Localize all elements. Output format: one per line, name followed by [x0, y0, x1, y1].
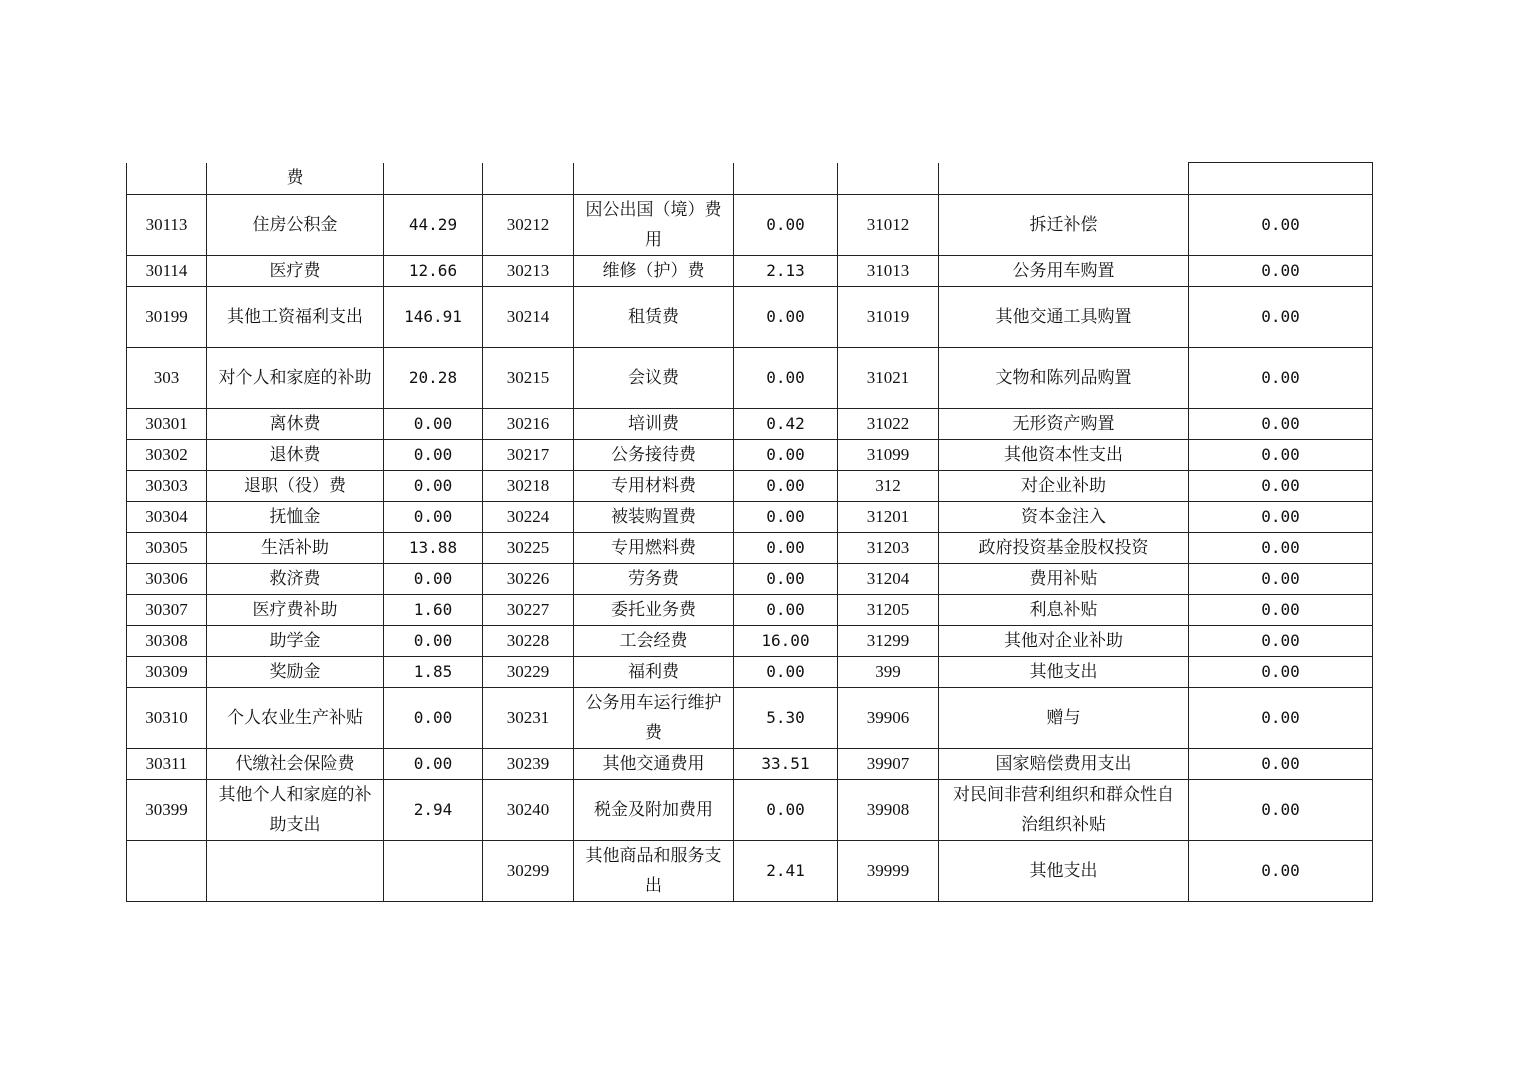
item-name-3: 其他支出 — [939, 657, 1189, 688]
amount-2: 5.30 — [734, 688, 838, 749]
item-name-3: 文物和陈列品购置 — [939, 348, 1189, 409]
table-cell — [1189, 163, 1373, 195]
item-name-3: 赠与 — [939, 688, 1189, 749]
amount-1: 44.29 — [384, 195, 483, 256]
table-row — [127, 440, 1373, 471]
amount-1: 146.91 — [384, 287, 483, 348]
amount-1 — [384, 841, 483, 902]
item-name-1: 个人农业生产补贴 — [207, 688, 384, 749]
econ-code-3: 31013 — [838, 256, 939, 287]
econ-code-2: 30229 — [483, 657, 574, 688]
amount-3: 0.00 — [1189, 841, 1373, 902]
econ-code-1: 30114 — [127, 256, 207, 287]
table-row-continuation — [127, 163, 1373, 195]
item-name-2: 培训费 — [574, 409, 734, 440]
econ-code-2: 30218 — [483, 471, 574, 502]
table-row — [127, 256, 1373, 287]
amount-2: 0.00 — [734, 348, 838, 409]
item-name-3: 其他对企业补助 — [939, 626, 1189, 657]
econ-code-3: 31201 — [838, 502, 939, 533]
amount-2: 0.00 — [734, 595, 838, 626]
item-name-1: 医疗费补助 — [207, 595, 384, 626]
item-name-2: 委托业务费 — [574, 595, 734, 626]
table-cell — [384, 163, 483, 195]
econ-code-3: 31012 — [838, 195, 939, 256]
item-name-3: 其他支出 — [939, 841, 1189, 902]
table-row — [127, 409, 1373, 440]
amount-1: 0.00 — [384, 564, 483, 595]
econ-code-2: 30214 — [483, 287, 574, 348]
econ-code-3: 31019 — [838, 287, 939, 348]
econ-code-2: 30239 — [483, 749, 574, 780]
amount-1: 1.60 — [384, 595, 483, 626]
item-name-2: 福利费 — [574, 657, 734, 688]
amount-3: 0.00 — [1189, 348, 1373, 409]
econ-code-3: 399 — [838, 657, 939, 688]
amount-1: 0.00 — [384, 471, 483, 502]
item-name-3: 对企业补助 — [939, 471, 1189, 502]
amount-2: 0.00 — [734, 471, 838, 502]
econ-code-1: 30307 — [127, 595, 207, 626]
amount-3: 0.00 — [1189, 409, 1373, 440]
item-name-1: 救济费 — [207, 564, 384, 595]
table-row — [127, 780, 1373, 841]
amount-3: 0.00 — [1189, 256, 1373, 287]
amount-3: 0.00 — [1189, 688, 1373, 749]
item-name-2: 维修（护）费 — [574, 256, 734, 287]
item-name-1: 助学金 — [207, 626, 384, 657]
table-row — [127, 287, 1373, 348]
econ-code-3: 39908 — [838, 780, 939, 841]
item-name-1: 抚恤金 — [207, 502, 384, 533]
amount-1: 0.00 — [384, 409, 483, 440]
item-name-2: 其他商品和服务支出 — [574, 841, 734, 902]
item-name-3: 资本金注入 — [939, 502, 1189, 533]
amount-3: 0.00 — [1189, 502, 1373, 533]
table-row — [127, 471, 1373, 502]
amount-1: 20.28 — [384, 348, 483, 409]
econ-code-3: 31204 — [838, 564, 939, 595]
table-row — [127, 348, 1373, 409]
table-row — [127, 564, 1373, 595]
amount-3: 0.00 — [1189, 780, 1373, 841]
table-cell — [574, 163, 734, 195]
amount-3: 0.00 — [1189, 440, 1373, 471]
econ-code-2: 30215 — [483, 348, 574, 409]
table-cell — [939, 163, 1189, 195]
amount-2: 33.51 — [734, 749, 838, 780]
table-row — [127, 502, 1373, 533]
amount-3: 0.00 — [1189, 749, 1373, 780]
econ-code-3: 312 — [838, 471, 939, 502]
table-row — [127, 749, 1373, 780]
amount-1: 0.00 — [384, 688, 483, 749]
econ-code-3: 39999 — [838, 841, 939, 902]
econ-code-1: 30305 — [127, 533, 207, 564]
econ-code-3: 31099 — [838, 440, 939, 471]
econ-code-1: 303 — [127, 348, 207, 409]
item-name-2: 会议费 — [574, 348, 734, 409]
item-name-2: 被装购置费 — [574, 502, 734, 533]
econ-code-3: 31205 — [838, 595, 939, 626]
item-name-2: 公务接待费 — [574, 440, 734, 471]
econ-code-2: 30240 — [483, 780, 574, 841]
econ-code-1 — [127, 841, 207, 902]
econ-code-2: 30227 — [483, 595, 574, 626]
econ-code-1: 30301 — [127, 409, 207, 440]
amount-1: 2.94 — [384, 780, 483, 841]
amount-1: 0.00 — [384, 626, 483, 657]
table-row — [127, 626, 1373, 657]
amount-3: 0.00 — [1189, 657, 1373, 688]
item-name-3: 拆迁补偿 — [939, 195, 1189, 256]
econ-code-1: 30311 — [127, 749, 207, 780]
econ-code-3: 39906 — [838, 688, 939, 749]
amount-3: 0.00 — [1189, 471, 1373, 502]
table-row — [127, 533, 1373, 564]
item-name-2: 劳务费 — [574, 564, 734, 595]
table-row — [127, 195, 1373, 256]
item-name-3: 国家赔偿费用支出 — [939, 749, 1189, 780]
amount-2: 0.00 — [734, 502, 838, 533]
item-name-3: 对民间非营利组织和群众性自治组织补贴 — [939, 780, 1189, 841]
econ-code-3: 31021 — [838, 348, 939, 409]
item-name-3: 利息补贴 — [939, 595, 1189, 626]
item-name-3: 其他资本性支出 — [939, 440, 1189, 471]
econ-code-3: 39907 — [838, 749, 939, 780]
amount-2: 0.00 — [734, 657, 838, 688]
item-name-2: 税金及附加费用 — [574, 780, 734, 841]
econ-code-3: 31022 — [838, 409, 939, 440]
amount-1: 0.00 — [384, 502, 483, 533]
amount-2: 2.13 — [734, 256, 838, 287]
item-name-1: 对个人和家庭的补助 — [207, 348, 384, 409]
table-row — [127, 595, 1373, 626]
amount-3: 0.00 — [1189, 195, 1373, 256]
item-name-2: 因公出国（境）费用 — [574, 195, 734, 256]
amount-3: 0.00 — [1189, 533, 1373, 564]
table-row — [127, 688, 1373, 749]
item-name-3: 政府投资基金股权投资 — [939, 533, 1189, 564]
amount-3: 0.00 — [1189, 564, 1373, 595]
econ-code-1: 30310 — [127, 688, 207, 749]
table-cell — [483, 163, 574, 195]
item-name-2: 专用材料费 — [574, 471, 734, 502]
amount-3: 0.00 — [1189, 595, 1373, 626]
item-name-1: 代缴社会保险费 — [207, 749, 384, 780]
econ-code-1: 30304 — [127, 502, 207, 533]
econ-code-2: 30226 — [483, 564, 574, 595]
econ-code-1: 30306 — [127, 564, 207, 595]
amount-1: 1.85 — [384, 657, 483, 688]
item-name-1 — [207, 841, 384, 902]
amount-3: 0.00 — [1189, 287, 1373, 348]
amount-2: 16.00 — [734, 626, 838, 657]
amount-1: 13.88 — [384, 533, 483, 564]
table-cell — [127, 163, 207, 195]
item-name-1: 退职（役）费 — [207, 471, 384, 502]
amount-1: 0.00 — [384, 440, 483, 471]
econ-code-2: 30225 — [483, 533, 574, 564]
table-cell — [734, 163, 838, 195]
amount-2: 0.00 — [734, 564, 838, 595]
econ-code-2: 30299 — [483, 841, 574, 902]
econ-code-1: 30303 — [127, 471, 207, 502]
table-row — [127, 657, 1373, 688]
amount-1: 0.00 — [384, 749, 483, 780]
budget-expenditure-table — [126, 162, 1373, 902]
item-name-2: 工会经费 — [574, 626, 734, 657]
amount-1: 12.66 — [384, 256, 483, 287]
econ-code-2: 30213 — [483, 256, 574, 287]
econ-code-1: 30113 — [127, 195, 207, 256]
item-name-3: 无形资产购置 — [939, 409, 1189, 440]
item-name-1: 离休费 — [207, 409, 384, 440]
table-row — [127, 841, 1373, 902]
amount-2: 0.00 — [734, 533, 838, 564]
item-name-1: 住房公积金 — [207, 195, 384, 256]
item-name-3: 其他交通工具购置 — [939, 287, 1189, 348]
econ-code-1: 30308 — [127, 626, 207, 657]
table-cell — [838, 163, 939, 195]
item-name-1: 生活补助 — [207, 533, 384, 564]
amount-2: 0.00 — [734, 440, 838, 471]
amount-2: 0.00 — [734, 287, 838, 348]
item-name-3: 费用补贴 — [939, 564, 1189, 595]
amount-3: 0.00 — [1189, 626, 1373, 657]
econ-code-2: 30224 — [483, 502, 574, 533]
item-name-2: 其他交通费用 — [574, 749, 734, 780]
econ-code-2: 30217 — [483, 440, 574, 471]
item-name-1: 其他工资福利支出 — [207, 287, 384, 348]
amount-2: 2.41 — [734, 841, 838, 902]
item-name-1: 其他个人和家庭的补助支出 — [207, 780, 384, 841]
econ-code-1: 30199 — [127, 287, 207, 348]
amount-2: 0.00 — [734, 195, 838, 256]
econ-code-2: 30231 — [483, 688, 574, 749]
item-name-1: 退休费 — [207, 440, 384, 471]
econ-code-1: 30309 — [127, 657, 207, 688]
table-cell: 费 — [207, 163, 384, 195]
econ-code-2: 30228 — [483, 626, 574, 657]
item-name-1: 奖励金 — [207, 657, 384, 688]
amount-2: 0.42 — [734, 409, 838, 440]
item-name-2: 公务用车运行维护费 — [574, 688, 734, 749]
item-name-3: 公务用车购置 — [939, 256, 1189, 287]
item-name-2: 租赁费 — [574, 287, 734, 348]
econ-code-2: 30216 — [483, 409, 574, 440]
econ-code-1: 30399 — [127, 780, 207, 841]
item-name-1: 医疗费 — [207, 256, 384, 287]
econ-code-3: 31203 — [838, 533, 939, 564]
econ-code-2: 30212 — [483, 195, 574, 256]
amount-2: 0.00 — [734, 780, 838, 841]
econ-code-1: 30302 — [127, 440, 207, 471]
item-name-2: 专用燃料费 — [574, 533, 734, 564]
econ-code-3: 31299 — [838, 626, 939, 657]
